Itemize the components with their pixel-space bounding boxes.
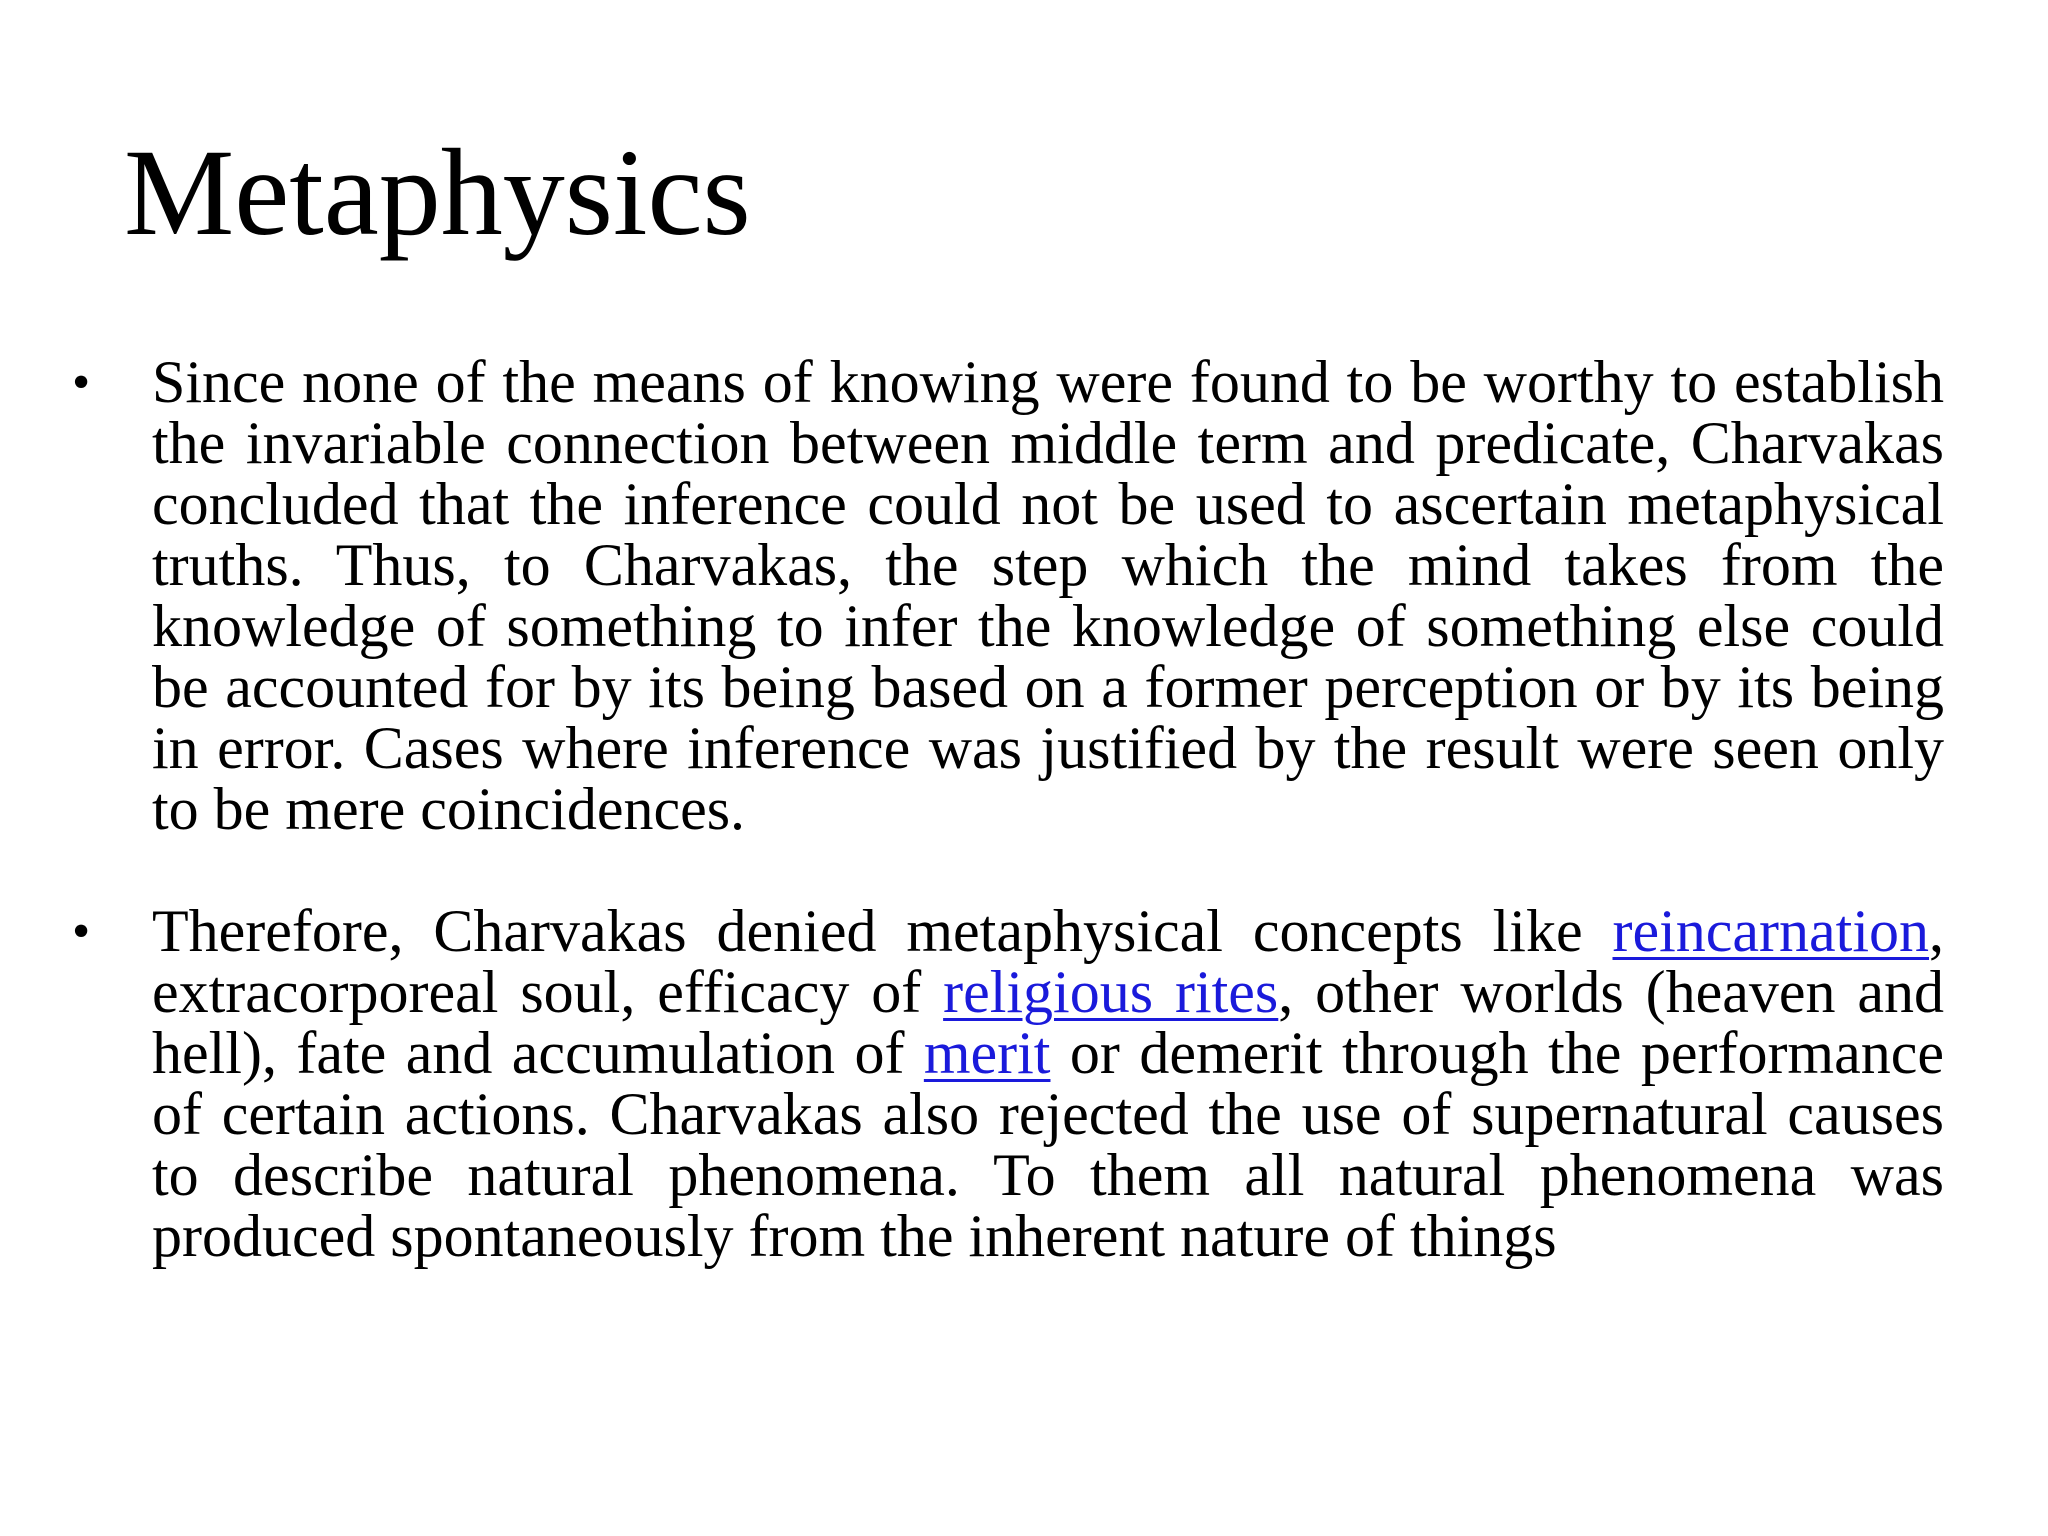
bullet-icon: • <box>72 354 91 411</box>
slide-title: Metaphysics <box>124 124 751 261</box>
link-reincarnation[interactable]: reincarnation <box>1612 898 1929 964</box>
bullet-item-1 <box>72 349 1944 842</box>
bullet-text-2a: Therefore, Charvakas denied metaphysical concepts like <box>152 898 1613 964</box>
bullet-text-2d: or demerit through the performance of certain actions. Charvakas also rejected the use of supernatural causes to describe natural phenomena. To them all natural phenomena was produced spontaneously from the inherent nature of things <box>152 1020 1944 1269</box>
bullet-text-2c: , other worlds (heaven and hell), fate and accumulation of <box>152 959 1944 1086</box>
bullet-text-2b: , extracorporeal soul, efficacy of <box>152 898 1944 1025</box>
bullet-text-1: Since none of the means of knowing were found to be worthy to establish the invariable connection between middle term and predicate, Charvakas concluded that the inference could not be used to ascertain metaphysical truths. Thus, to Charvakas, the step which the mind takes from the knowledge of something to infer the knowledge of something else could be accounted for by its being based on a former perception or by its being in error. Cases where inference was justified by the result were seen only to be mere coincidences. <box>152 349 1944 842</box>
bullet-item-2 <box>72 898 1944 1269</box>
bullet-list <box>72 349 1944 1269</box>
bullet-icon: • <box>72 903 91 960</box>
link-religious-rites[interactable]: religious rites <box>943 959 1279 1025</box>
link-merit[interactable]: merit <box>923 1020 1051 1086</box>
